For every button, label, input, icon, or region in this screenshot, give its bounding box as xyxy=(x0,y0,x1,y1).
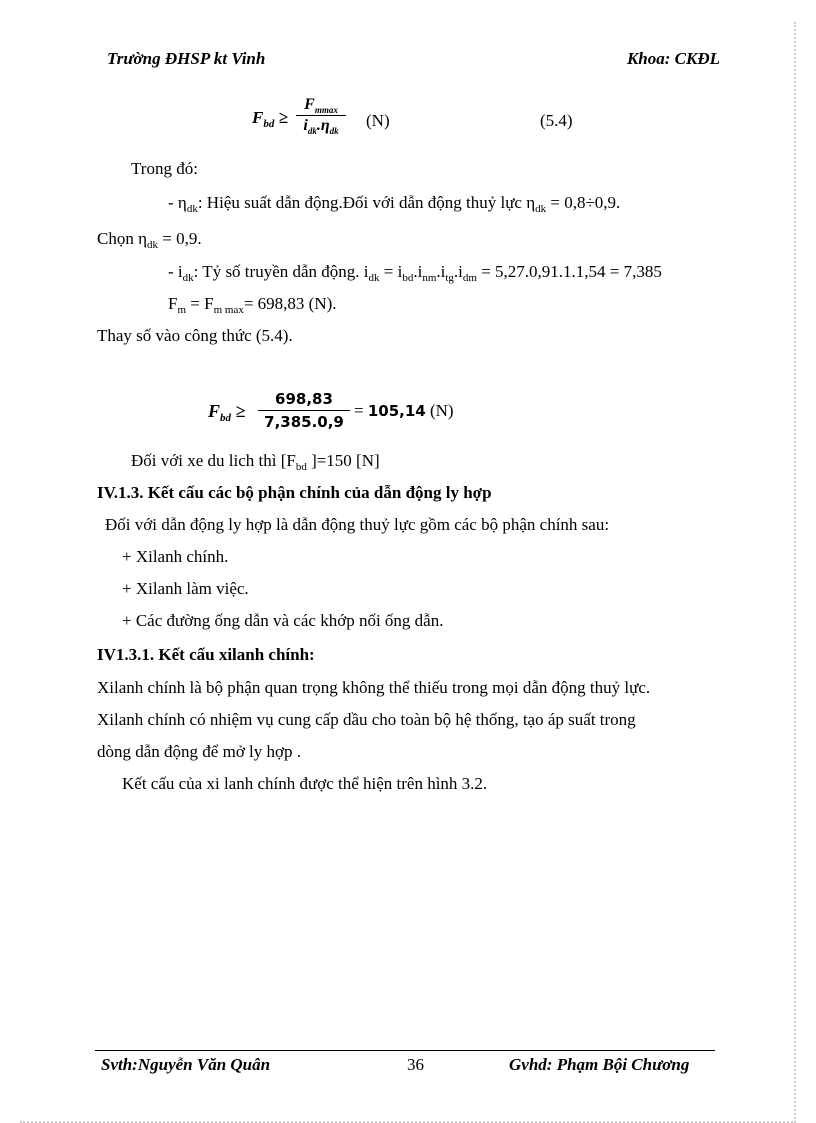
footer-student: Svth:Nguyễn Văn Quân xyxy=(101,1055,271,1074)
footer-supervisor: Gvhd: Phạm Bội Chương xyxy=(509,1055,690,1074)
result-numerator: 698,83 xyxy=(258,390,350,411)
intro-paragraph: Đối với dẫn động ly hợp là dẫn động thuỷ lực gồm các bộ phận chính sau: xyxy=(105,515,610,534)
paragraph-line: Xilanh chính là bộ phận quan trọng không thể thiếu trong mọi dẫn động thuỷ lực. xyxy=(97,678,651,697)
footer-rule xyxy=(95,1050,715,1051)
header-school: Trường ĐHSP kt Vinh xyxy=(107,49,266,68)
heading-iv-1-3: IV.1.3. Kết cấu các bộ phận chính của dẫn động ly hợp xyxy=(97,483,492,502)
header-faculty: Khoa: CKĐL xyxy=(626,49,720,68)
page-number: 36 xyxy=(407,1055,424,1074)
formula-result xyxy=(208,390,508,436)
fm-value: $F_m = F_{m max}= 698,83$ (N). xyxy=(168,294,337,316)
page-frame xyxy=(20,22,796,1123)
formula-5-4 xyxy=(252,96,612,146)
paragraph-line: Xilanh chính có nhiệm vụ cung cấp dầu cho toàn bộ hệ thống, tạo áp suất trong xyxy=(97,710,636,729)
result-fraction xyxy=(258,390,350,431)
equation-number: (5.4) xyxy=(540,111,573,130)
paragraph-line: dòng dẫn động để mở ly hợp . xyxy=(97,742,302,761)
result-denominator: 7,385.0,9 xyxy=(264,413,344,431)
heading-iv1-3-1: IV1.3.1. Kết cấu xilanh chính: xyxy=(97,645,315,664)
formula-numerator: $F_{mmax}$ xyxy=(296,96,346,116)
list-item: + Xilanh làm việc. xyxy=(122,579,249,598)
result-rhs: = 105,14 (N) xyxy=(354,401,454,420)
list-item: + Các đường ống dẫn và các khớp nối ống dẫn. xyxy=(122,611,444,630)
idk-definition: - $i_{dk}$: Tỷ số truyền dẫn động. $i_{dk} = i_{bd}.i_{nm}.i_{tg}.i_{dm} = 5,27.0,91.1.1,54 = 7,385$ xyxy=(168,262,662,284)
tourist-car-limit: Đối với xe du lich thì [$F_{bd}$ ]=150 [N] xyxy=(131,451,380,473)
formula-fraction xyxy=(296,96,346,135)
trong-do-label: Trong đó: xyxy=(131,159,198,178)
substitute-text: Thay số vào công thức (5.4). xyxy=(97,326,293,345)
eta-definition: - $\eta_{dk}$: Hiệu suất dẫn động.Đối với dẫn động thuỷ lực $\eta_{dk} = 0,8\div 0,9$. xyxy=(168,193,621,215)
list-item: + Xilanh chính. xyxy=(122,547,229,566)
result-value: 105,14 xyxy=(367,402,426,420)
formula-unit: (N) xyxy=(366,111,390,130)
paragraph-line: Kết cấu của xi lanh chính được thể hiện trên hình 3.2. xyxy=(122,774,488,793)
eta-choice: Chọn $\eta_{dk} = 0,9$. xyxy=(97,229,202,251)
formula-denominator: $i_{dk}.\eta_{dk}$ xyxy=(303,117,339,136)
result-lhs: $F_{bd}$ ≥ xyxy=(208,401,246,424)
formula-lhs: $F_{bd}$ ≥ xyxy=(252,108,288,130)
